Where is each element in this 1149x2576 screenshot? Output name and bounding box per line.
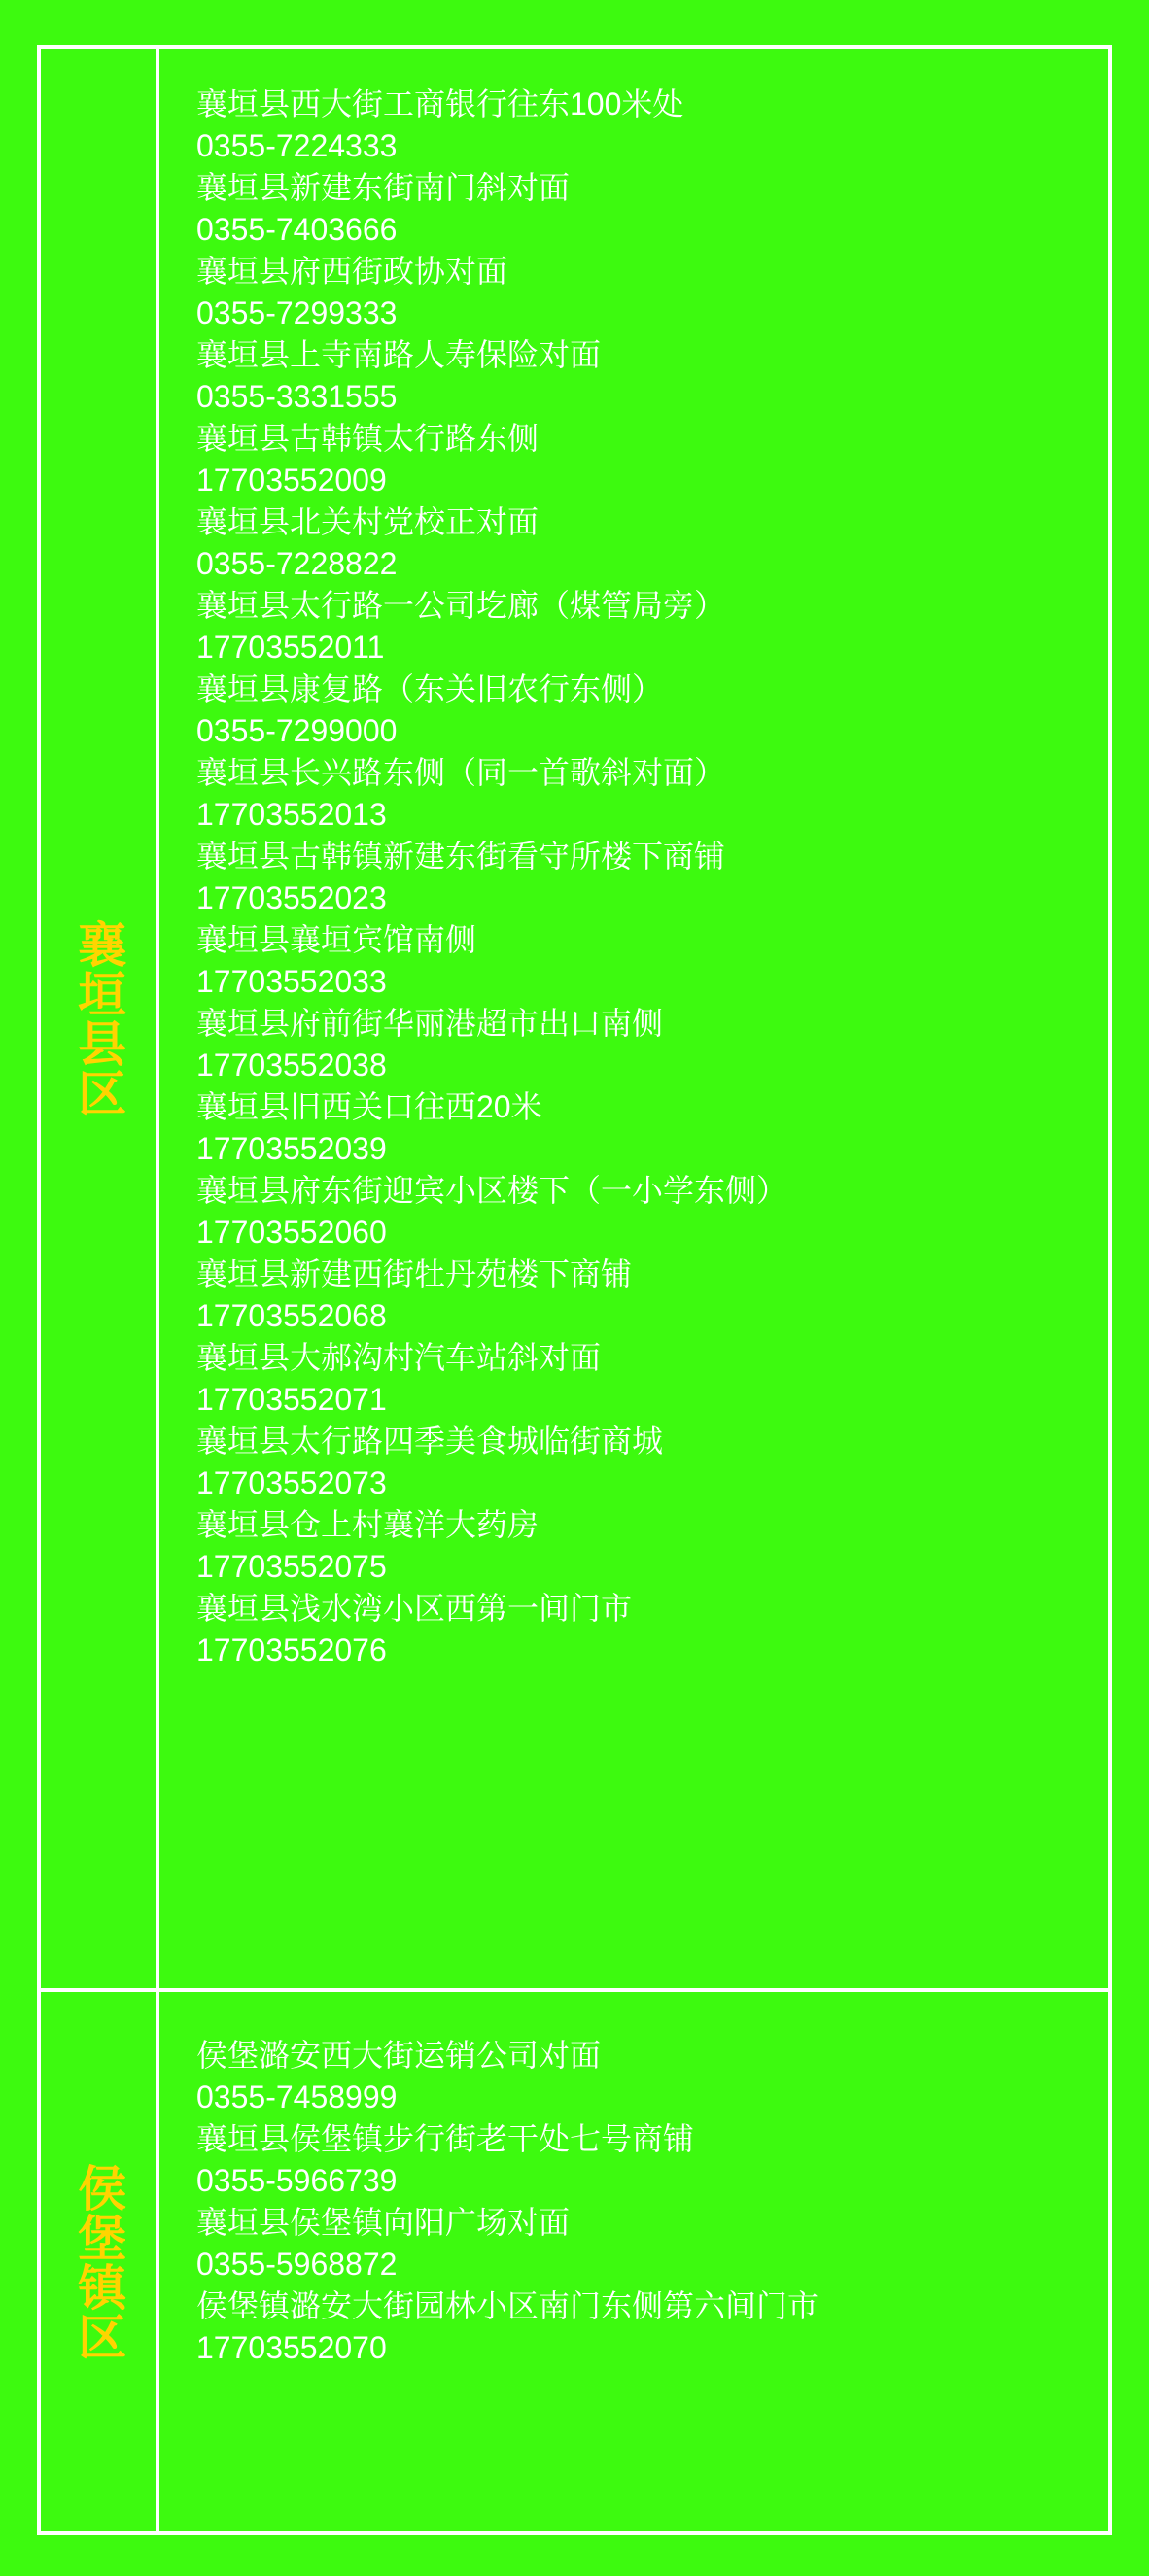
entry-phone: 17703552023 xyxy=(196,880,387,915)
entry-address: 襄垣县上寺南路人寿保险对面 xyxy=(196,337,602,372)
entry-address: 襄垣县长兴路东侧（同一首歌斜对面） xyxy=(196,755,726,790)
region-label: 襄垣县区 xyxy=(71,919,126,1117)
entry-phone: 0355-7224333 xyxy=(196,128,398,163)
region-label: 侯堡镇区 xyxy=(71,2162,126,2361)
entry-phone: 0355-7228822 xyxy=(196,546,398,581)
entry-address: 侯堡镇潞安大街园林小区南门东侧第六间门市 xyxy=(196,2288,819,2323)
entry-address: 襄垣县西大街工商银行往东100米处 xyxy=(196,86,684,121)
list-item xyxy=(196,1254,1089,1337)
list-item xyxy=(196,2035,1089,2118)
section-houbao-town xyxy=(41,1992,1108,2531)
list-item xyxy=(196,2118,1089,2202)
entries-list-houbao xyxy=(159,1992,1108,2531)
entry-address: 襄垣县府前街华丽港超市出口南侧 xyxy=(196,1006,664,1041)
entry-phone: 17703552011 xyxy=(196,630,385,665)
list-item xyxy=(196,1337,1089,1421)
list-item xyxy=(196,501,1089,585)
list-item xyxy=(196,2285,1089,2369)
region-cell-xiangyuan xyxy=(41,49,159,1988)
entry-address: 襄垣县大郝沟村汽车站斜对面 xyxy=(196,1340,602,1375)
entry-address: 襄垣县太行路四季美食城临街商城 xyxy=(196,1424,664,1459)
entry-phone: 0355-3331555 xyxy=(196,379,398,414)
list-item xyxy=(196,919,1089,1003)
list-item xyxy=(196,836,1089,919)
entry-address: 襄垣县旧西关口往西20米 xyxy=(196,1089,542,1124)
entry-phone: 17703552033 xyxy=(196,964,387,999)
entry-address: 襄垣县襄垣宾馆南侧 xyxy=(196,922,477,957)
list-item xyxy=(196,2202,1089,2285)
list-item xyxy=(196,334,1089,418)
entry-phone: 0355-7403666 xyxy=(196,212,398,247)
list-item xyxy=(196,1170,1089,1254)
entry-address: 襄垣县侯堡镇向阳广场对面 xyxy=(196,2205,571,2240)
list-item xyxy=(196,1086,1089,1170)
list-item xyxy=(196,1003,1089,1086)
entry-phone: 17703552068 xyxy=(196,1298,387,1333)
entry-phone: 17703552070 xyxy=(196,2330,387,2365)
entry-address: 襄垣县古韩镇太行路东侧 xyxy=(196,421,540,456)
list-item xyxy=(196,1588,1089,1671)
entry-phone: 17703552013 xyxy=(196,797,387,832)
entry-phone: 0355-7458999 xyxy=(196,2079,398,2114)
region-cell-houbao xyxy=(41,1992,159,2531)
entry-phone: 0355-5966739 xyxy=(196,2163,398,2198)
entries-list-xiangyuan xyxy=(159,49,1108,1988)
entry-phone: 17703552060 xyxy=(196,1215,387,1250)
entry-address: 襄垣县侯堡镇步行街老干处七号商铺 xyxy=(196,2121,695,2156)
entry-address: 襄垣县府西街政协对面 xyxy=(196,254,508,289)
list-item xyxy=(196,167,1089,251)
entry-phone: 17703552071 xyxy=(196,1382,387,1417)
list-item xyxy=(196,1504,1089,1588)
entry-address: 襄垣县浅水湾小区西第一间门市 xyxy=(196,1591,633,1626)
list-item xyxy=(196,84,1089,167)
entry-address: 襄垣县府东街迎宾小区楼下（一小学东侧） xyxy=(196,1173,788,1208)
entry-phone: 17703552076 xyxy=(196,1632,387,1667)
entry-address: 侯堡潞安西大街运销公司对面 xyxy=(196,2038,602,2073)
section-xiangyuan-county xyxy=(41,49,1108,1992)
list-item xyxy=(196,585,1089,669)
entry-address: 襄垣县太行路一公司圪廊（煤管局旁） xyxy=(196,588,726,623)
entry-phone: 0355-7299000 xyxy=(196,713,398,748)
entry-address: 襄垣县仓上村襄洋大药房 xyxy=(196,1507,540,1542)
list-item xyxy=(196,1421,1089,1504)
list-item xyxy=(196,752,1089,836)
list-item xyxy=(196,669,1089,752)
list-item xyxy=(196,251,1089,334)
entry-address: 襄垣县北关村党校正对面 xyxy=(196,504,540,539)
entry-address: 襄垣县古韩镇新建东街看守所楼下商铺 xyxy=(196,839,726,874)
entry-phone: 0355-5968872 xyxy=(196,2247,398,2282)
entry-phone: 0355-7299333 xyxy=(196,295,398,330)
entry-phone: 17703552039 xyxy=(196,1131,387,1166)
entry-address: 襄垣县新建西街牡丹苑楼下商铺 xyxy=(196,1256,633,1291)
entry-address: 襄垣县新建东街南门斜对面 xyxy=(196,170,571,205)
store-list-table xyxy=(37,45,1112,2535)
entry-phone: 17703552075 xyxy=(196,1549,387,1584)
list-item xyxy=(196,418,1089,501)
entry-address: 襄垣县康复路（东关旧农行东侧） xyxy=(196,671,664,706)
entry-phone: 17703552009 xyxy=(196,463,387,498)
entry-phone: 17703552073 xyxy=(196,1465,387,1500)
entry-phone: 17703552038 xyxy=(196,1048,387,1082)
